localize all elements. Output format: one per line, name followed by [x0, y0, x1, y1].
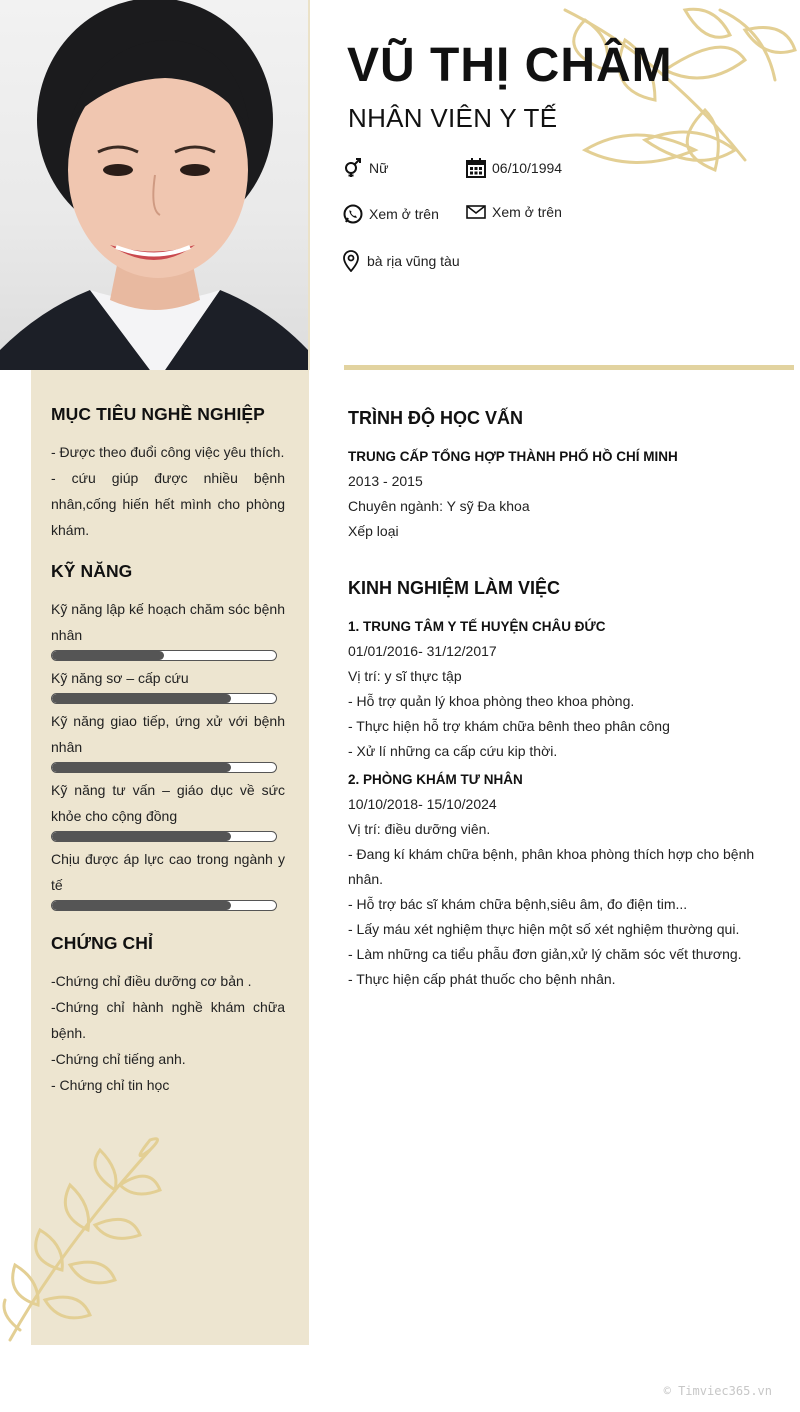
leaf-decoration — [545, 0, 800, 200]
header-divider — [344, 365, 794, 370]
job-task: - Đang kí khám chữa bệnh, phân khoa phòng thích hợp cho bệnh nhân. — [348, 846, 755, 887]
certificate-line: -Chứng chỉ tiếng anh. — [51, 1051, 186, 1067]
info-email — [466, 202, 562, 222]
email-value: Xem ở trên — [492, 204, 562, 220]
info-phone — [343, 204, 439, 224]
skill-name: Kỹ năng sơ – cấp cứu — [51, 670, 189, 686]
skill-name: Kỹ năng giao tiếp, ứng xử với bệnh nhân — [51, 713, 285, 755]
job-title: NHÂN VIÊN Y TẾ — [348, 103, 558, 133]
objective-line: - Được theo đuổi công việc yêu thích. — [51, 444, 285, 460]
job-task: - Lấy máu xét nghiệm thực hiện một số xét nghiệm thường qui. — [348, 921, 740, 937]
job-position: Vị trí: điều dưỡng viên. — [348, 821, 491, 837]
objective-line: - cứu giúp được nhiều bệnh nhân,cống hiến hết mình cho phòng khám. — [51, 470, 285, 538]
education-section — [348, 408, 768, 544]
job-task: - Xử lí những ca cấp cứu kip thời. — [348, 743, 558, 759]
skill-name: Chịu được áp lực cao trong ngành y tế — [51, 851, 285, 893]
skill-bar-fill — [52, 694, 231, 703]
gender-icon — [343, 158, 363, 178]
experience-heading: KINH NGHIỆM LÀM VIỆC — [348, 578, 561, 598]
info-address — [341, 251, 460, 271]
address-value: bà rịa vũng tàu — [367, 253, 460, 269]
location-icon — [341, 251, 361, 271]
divider-vertical — [308, 0, 310, 370]
certificate-line: - Chứng chỉ tin học — [51, 1077, 170, 1093]
skill-name: Kỹ năng lập kế hoạch chăm sóc bệnh nhân — [51, 601, 285, 643]
certificate-line: -Chứng chỉ hành nghề khám chữa bệnh. — [51, 999, 285, 1041]
footer-watermark: © Timviec365.vn — [663, 1384, 772, 1398]
gender-value: Nữ — [369, 160, 389, 176]
experience-section — [348, 578, 768, 992]
leaf-decoration — [0, 1130, 200, 1345]
education-years: 2013 - 2015 — [348, 473, 423, 489]
skill-bar — [51, 650, 277, 661]
info-gender — [343, 158, 388, 178]
phone-icon — [343, 204, 363, 224]
skill-bar-fill — [52, 832, 231, 841]
skill-bar — [51, 831, 277, 842]
skill-bar-fill — [52, 901, 231, 910]
job-task: - Hỗ trợ quản lý khoa phòng theo khoa phòng. — [348, 693, 635, 709]
objective-heading: MỤC TIÊU NGHỀ NGHIỆP — [51, 404, 265, 424]
skill-bar — [51, 762, 277, 773]
job-dates: 01/01/2016- 31/12/2017 — [348, 643, 497, 659]
info-birthdate — [466, 158, 562, 178]
education-rank: Xếp loại — [348, 523, 399, 539]
job-title: 2. PHÒNG KHÁM TƯ NHÂN — [348, 772, 523, 787]
skill-bar-fill — [52, 763, 231, 772]
job-dates: 10/10/2018- 15/10/2024 — [348, 796, 497, 812]
birthdate-value: 06/10/1994 — [492, 160, 563, 176]
job-task: - Thực hiện cấp phát thuốc cho bệnh nhân. — [348, 971, 616, 987]
skill-bar — [51, 900, 277, 911]
mail-icon — [466, 202, 486, 222]
education-major: Chuyên ngành: Y sỹ Đa khoa — [348, 498, 530, 514]
profile-photo — [0, 0, 308, 370]
job-task: - Hỗ trợ bác sĩ khám chữa bệnh,siêu âm, đo điện tim... — [348, 896, 688, 912]
school-name: TRUNG CẤP TỔNG HỢP THÀNH PHỐ HỒ CHÍ MINH — [348, 449, 678, 464]
skills-heading: KỸ NĂNG — [51, 561, 133, 581]
calendar-icon — [466, 158, 486, 178]
job-position: Vị trí: y sĩ thực tập — [348, 668, 462, 684]
job-task: - Làm những ca tiểu phẫu đơn giản,xử lý chăm sóc vết thương. — [348, 946, 742, 962]
certificate-line: -Chứng chỉ điều dưỡng cơ bản . — [51, 973, 252, 989]
education-heading: TRÌNH ĐỘ HỌC VẤN — [348, 408, 523, 428]
skill-bar — [51, 693, 277, 704]
job-title: 1. TRUNG TÂM Y TẾ HUYỆN CHÂU ĐỨC — [348, 619, 606, 634]
phone-value: Xem ở trên — [369, 206, 439, 222]
skill-name: Kỹ năng tư vấn – giáo dục về sức khỏe cho cộng đồng — [51, 782, 285, 824]
skill-bar-fill — [52, 651, 164, 660]
certificates-heading: CHỨNG CHỈ — [51, 933, 153, 953]
candidate-name: VŨ THỊ CHÂM — [347, 39, 673, 92]
job-task: - Thực hiện hỗ trợ khám chữa bênh theo phân công — [348, 718, 670, 734]
